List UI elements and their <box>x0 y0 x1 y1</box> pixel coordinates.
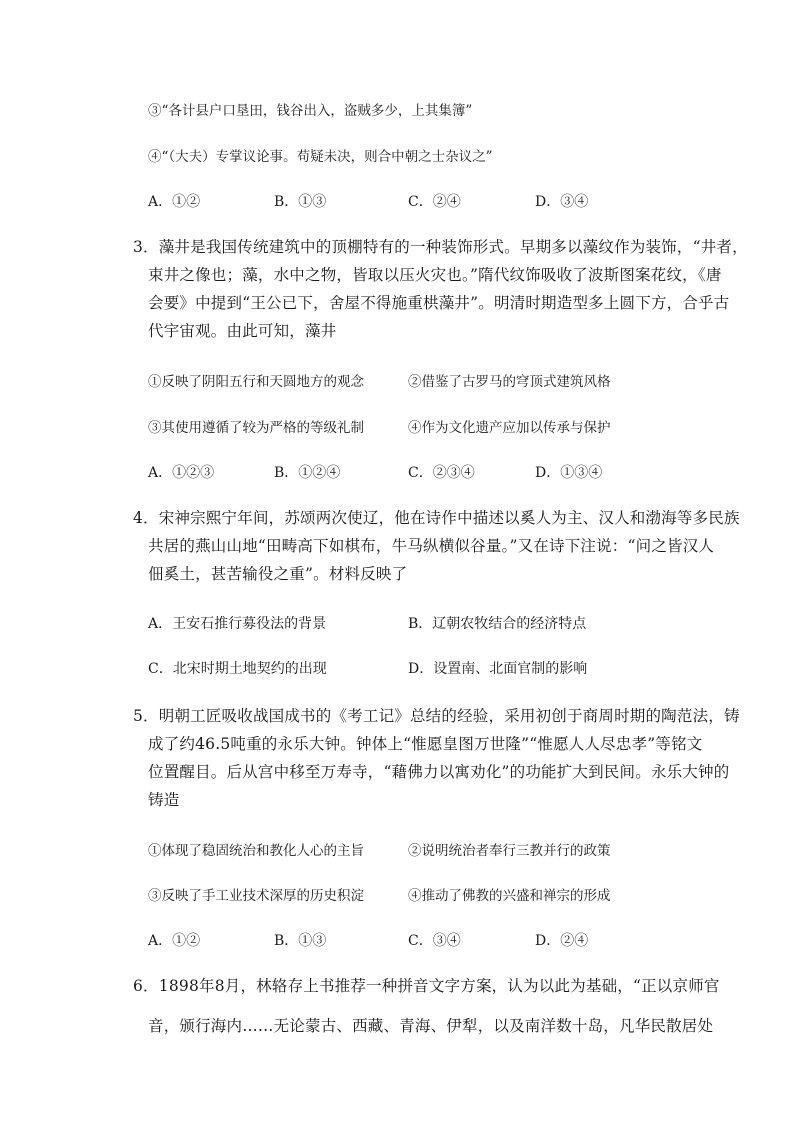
q5-choice-c: C．③④ <box>408 933 461 949</box>
q5-choice-d: D．②④ <box>535 933 589 949</box>
q5-stem-line-1: 5．明朝工匠吸收战国成书的《考工记》总结的经验，采用初创于商周时期的陶范法，铸 <box>133 707 740 725</box>
q3-choice-c: C．②③④ <box>408 465 475 481</box>
q5-item-4: ④推动了佛教的兴盛和禅宗的形成 <box>408 888 611 904</box>
q3-stem-line-4: 代宇宙观。由此可知，藻井 <box>148 322 337 340</box>
q6-stem-line-1: 6．1898年8月，林辂存上书推荐一种拼音文字方案，认为以此为基础，“正以京师官 <box>133 977 720 995</box>
top-choice-a: A．①② <box>148 194 201 210</box>
q3-stem-line-3: 会要》中提到“王公已下，舍屋不得施重栱藻井”。明清时期造型多上圆下方，合乎古 <box>148 294 730 312</box>
top-choice-c: C．②④ <box>408 194 461 210</box>
q3-item-1: ①反映了阴阳五行和天圆地方的观念 <box>148 374 364 390</box>
top-choice-b: B．①③ <box>274 194 327 210</box>
top-item-3: ③“各计县户口垦田，钱谷出入，盗贼多少，上其集簿” <box>148 103 473 119</box>
q3-item-3: ③其使用遵循了较为严格的等级礼制 <box>148 420 364 436</box>
q5-item-1: ①体现了稳固统治和教化人心的主旨 <box>148 843 364 859</box>
q3-stem-line-2: 束井之像也；藻，水中之物，皆取以压火灾也。”隋代纹饰吸收了波斯图案花纹，《唐 <box>148 266 722 284</box>
q3-choice-a: A．①②③ <box>148 465 215 481</box>
q3-item-4: ④作为文化遗产应加以传承与保护 <box>408 420 611 436</box>
q4-stem-line-2: 共居的燕山山地“田畴高下如棋布，牛马纵横似谷量。”又在诗下注说：“问之皆汉人 <box>148 537 715 555</box>
q3-choice-b: B．①②④ <box>274 465 341 481</box>
q4-choice-b: B．辽朝农牧结合的经济特点 <box>408 616 587 632</box>
q3-item-2: ②借鉴了古罗马的穹顶式建筑风格 <box>408 374 611 390</box>
q5-stem-line-4: 铸造 <box>148 791 180 809</box>
q4-choice-a: A．王安石推行募役法的背景 <box>148 616 327 632</box>
q4-stem-line-1: 4．宋神宗熙宁年间，苏颂两次使辽，他在诗作中描述以奚人为主、汉人和渤海等多民族 <box>133 509 740 527</box>
q4-choice-d: D．设置南、北面官制的影响 <box>408 661 588 677</box>
q5-choice-b: B．①③ <box>274 933 327 949</box>
top-item-4: ④“（大夫）专掌议论事。苟疑未决，则合中朝之士杂议之” <box>148 149 493 165</box>
q5-stem-line-2: 成了约46.5吨重的永乐大钟。钟体上“惟愿皇图万世隆”“惟愿人人尽忠孝”等铭文 <box>148 735 703 753</box>
q4-stem-line-3: 佃奚土，甚苦输役之重”。材料反映了 <box>148 565 408 583</box>
q5-choice-a: A．①② <box>148 933 201 949</box>
q5-stem-line-3: 位置醒目。后从宫中移至万寿寺，“藉佛力以寓劝化”的功能扩大到民间。永乐大钟的 <box>148 763 730 781</box>
q3-choice-d: D．①③④ <box>535 465 603 481</box>
q5-item-3: ③反映了手工业技术深厚的历史积淀 <box>148 888 364 904</box>
q4-choice-c: C．北宋时期土地契约的出现 <box>148 661 327 677</box>
q5-item-2: ②说明统治者奉行三教并行的政策 <box>408 843 611 859</box>
q6-stem-line-2: 音，颁行海内……无论蒙古、西藏、青海、伊犁，以及南洋数十岛，凡华民散居处 <box>148 1017 714 1035</box>
top-choice-d: D．③④ <box>535 194 589 210</box>
q3-stem-line-1: 3．藻井是我国传统建筑中的顶棚特有的一种装饰形式。早期多以藻纹作为装饰，“井者， <box>133 238 748 256</box>
